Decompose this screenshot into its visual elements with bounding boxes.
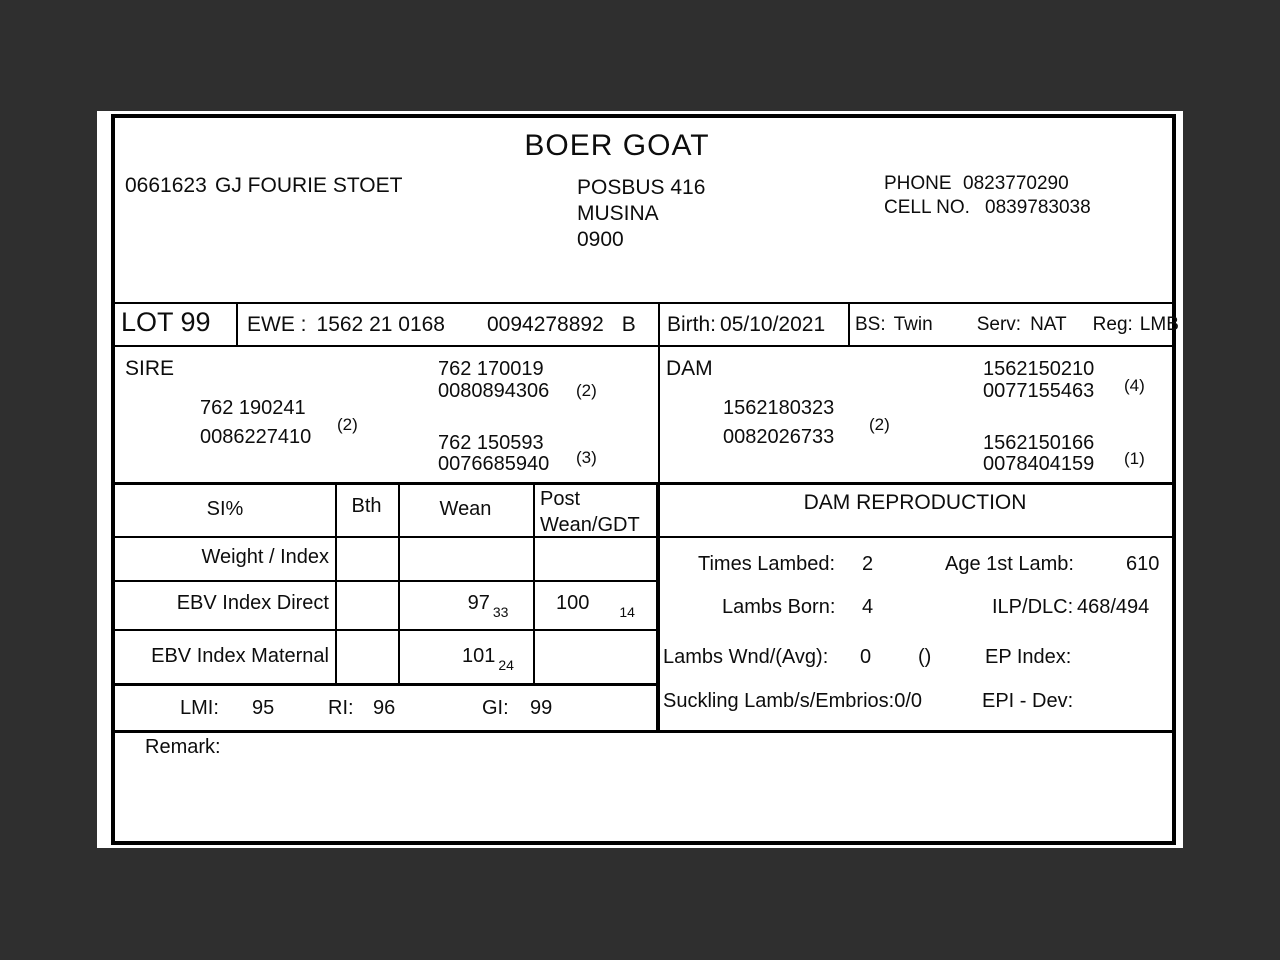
address-line-1: POSBUS 416 (577, 176, 706, 199)
lambs-born-label: Lambs Born: (722, 596, 836, 618)
serv-value: NAT (1030, 314, 1067, 335)
ebv-maternal-row-label: EBV Index Maternal (151, 645, 329, 667)
dam-reg: 0082026733 (723, 426, 835, 448)
form-title: BOER GOAT (524, 129, 710, 162)
birth-cell (660, 304, 848, 345)
age-first-lamb-label: Age 1st Lamb: (945, 553, 1074, 575)
breeder-name: GJ FOURIE STOET (215, 174, 403, 197)
ebv-direct-post-value (533, 592, 658, 620)
sire-section-label: SIRE (125, 357, 175, 380)
ebv-direct-wean-number: 97 (467, 592, 490, 614)
sire-sire-id: 762 170019 (438, 358, 544, 380)
post-wean-header-line2: Wean/GDT (540, 514, 640, 536)
sire-reg: 0086227410 (200, 426, 312, 448)
suckling-lambs-label: Suckling Lamb/s/Embrios: (663, 690, 895, 712)
post-wean-col-header (540, 486, 640, 538)
dam-progeny-count: (2) (869, 415, 890, 434)
sire-id: 762 190241 (200, 397, 306, 419)
ri-label: RI: (328, 697, 354, 719)
dam-sire-count: (4) (1124, 376, 1145, 395)
sire-sire-reg: 0080894306 (438, 380, 550, 402)
grid-line-h-lot-bottom (115, 345, 1172, 347)
dam-sire-reg: 0077155463 (983, 380, 1095, 402)
dam-dam-id: 1562150166 (983, 432, 1095, 454)
dam-reproduction-title: DAM REPRODUCTION (803, 491, 1027, 514)
post-wean-header-line1: Post (540, 488, 581, 510)
ebv-maternal-wean-value (398, 645, 533, 673)
gi-value: 99 (530, 697, 553, 719)
bs-label: BS: (855, 314, 886, 335)
lmi-label: LMI: (180, 697, 219, 719)
age-first-lamb-value: 610 (1126, 553, 1160, 575)
serv-label: Serv: (976, 314, 1022, 335)
dam-section-label: DAM (666, 357, 713, 380)
dam-dam-count: (1) (1124, 449, 1145, 468)
ilp-dlc-label: ILP/DLC: (992, 596, 1074, 618)
ebv-direct-row-label: EBV Index Direct (176, 592, 329, 614)
si-col-header: SI% (206, 498, 244, 520)
times-lambed-label: Times Lambed: (698, 553, 836, 575)
address-line-3: 0900 (577, 228, 624, 251)
grid-line-v-wean (533, 482, 535, 683)
remark-label: Remark: (145, 736, 221, 758)
reg-label: Reg: (1092, 314, 1133, 335)
reg-value: LMB (1139, 314, 1179, 335)
birth-date: 05/10/2021 (720, 313, 826, 336)
ilp-dlc-value: 468/494 (1077, 596, 1150, 618)
sire-dam-count: (3) (576, 448, 597, 467)
bth-col-header: Bth (351, 495, 382, 517)
dam-dam-reg: 0078404159 (983, 453, 1095, 475)
weight-index-row-label: Weight / Index (201, 546, 329, 568)
lambs-weaned-label: Lambs Wnd/(Avg): (663, 646, 829, 668)
ebv-direct-post-accuracy: 14 (619, 604, 635, 620)
lambs-born-value: 4 (862, 596, 874, 618)
ri-value: 96 (373, 697, 396, 719)
grid-line-h-row1 (115, 580, 658, 582)
birth-label: Birth: (667, 313, 717, 336)
lmi-value: 95 (252, 697, 275, 719)
phone-label: PHONE (884, 173, 952, 194)
ebv-direct-post-number: 100 (556, 592, 590, 614)
ebv-maternal-wean-accuracy: 24 (498, 657, 514, 673)
grid-line-h-remark-top (115, 730, 1172, 733)
grid-line-h-row2 (115, 629, 658, 631)
grid-line-h-si-bottom (115, 683, 660, 686)
card-frame (111, 114, 1179, 845)
address-block (577, 175, 705, 253)
gi-label: GI: (482, 697, 509, 719)
animal-reg-number: 0094278892 (486, 313, 604, 336)
address-line-2: MUSINA (577, 202, 659, 225)
suckling-lambs-item (663, 691, 922, 711)
sire-progeny-count: (2) (337, 415, 358, 434)
bs-value: Twin (893, 314, 933, 335)
phone-number: 0823770290 (963, 173, 1069, 194)
wean-col-header: Wean (439, 498, 492, 520)
epi-dev-label: EPI - Dev: (982, 690, 1074, 712)
lambs-weaned-value: 0 (860, 646, 872, 668)
catalog-card-paper (97, 111, 1183, 848)
breeding-status-cell (850, 304, 1179, 345)
breeder-number: 0661623 (125, 174, 207, 197)
ebv-direct-wean-value (398, 592, 533, 620)
ep-index-label: EP Index: (985, 646, 1072, 668)
times-lambed-value: 2 (862, 553, 874, 575)
sire-sire-count: (2) (576, 381, 597, 400)
lambs-weaned-avg: () (918, 646, 932, 668)
cell-label: CELL NO. (884, 197, 970, 218)
sire-dam-id: 762 150593 (438, 432, 544, 454)
sire-dam-reg: 0076685940 (438, 453, 550, 475)
animal-id: 1562 21 0168 (316, 313, 445, 336)
lot-number: LOT 99 (121, 307, 211, 337)
grid-line-h-table-header (115, 536, 1172, 538)
grid-line-h-pedigree-bottom (115, 482, 1172, 485)
cell-number: 0839783038 (985, 197, 1091, 218)
animal-flag: B (621, 313, 636, 336)
ebv-maternal-wean-number: 101 (462, 645, 496, 667)
animal-cell (238, 304, 656, 345)
dam-id: 1562180323 (723, 397, 835, 419)
suckling-lambs-value: 0/0 (894, 690, 923, 712)
ebv-direct-wean-accuracy: 33 (492, 604, 509, 620)
animal-type-label: EWE : (247, 313, 307, 336)
dam-sire-id: 1562150210 (983, 358, 1095, 380)
